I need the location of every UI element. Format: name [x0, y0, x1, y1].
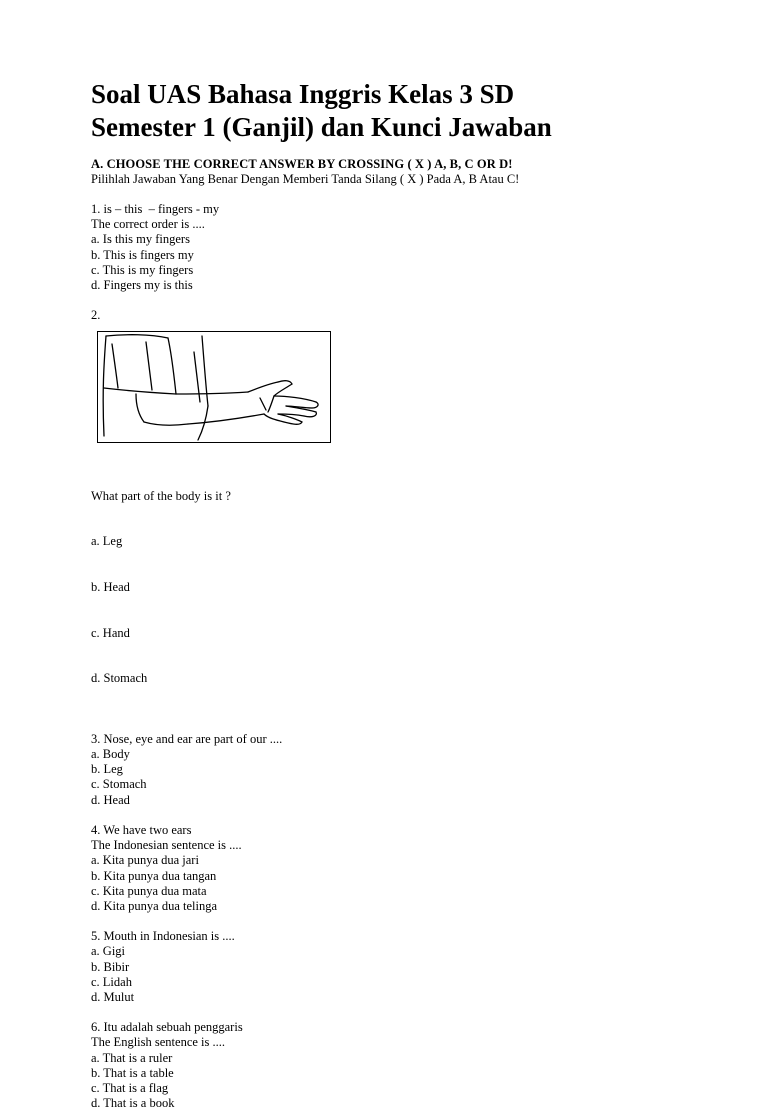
- answer-option: a. That is a ruler: [91, 1050, 173, 1065]
- question-stem: 4. We have two ears: [91, 822, 192, 837]
- answer-option: d. Kita punya dua telinga: [91, 898, 218, 913]
- answer-option: a. Leg: [91, 534, 123, 549]
- question-prompt: The correct order is ....: [91, 217, 205, 232]
- answer-option: c. Kita punya dua mata: [91, 883, 207, 898]
- question-3: [91, 732, 731, 808]
- question-6: [91, 1020, 731, 1111]
- question-2: [91, 308, 731, 717]
- question-stem: 3. Nose, eye and ear are part of our ....: [91, 731, 283, 746]
- answer-option: b. This is fingers my: [91, 247, 194, 262]
- answer-option: a. Kita punya dua jari: [91, 853, 199, 868]
- section-subheading: Pilihlah Jawaban Yang Benar Dengan Memberi Tanda Silang ( X ) Pada A, B Atau C!: [91, 172, 520, 186]
- answer-option: c. That is a flag: [91, 1080, 169, 1095]
- answer-option: a. Body: [91, 747, 130, 762]
- answer-option: b. Head: [91, 580, 130, 595]
- document-title: [91, 78, 731, 144]
- answer-option: d. Fingers my is this: [91, 278, 193, 293]
- question-stem: 5. Mouth in Indonesian is ....: [91, 929, 235, 944]
- question-stem: 1. is – this – fingers - my: [91, 202, 220, 216]
- question-5: [91, 929, 731, 1005]
- question-stem: 6. Itu adalah sebuah penggaris: [91, 1020, 243, 1035]
- answer-option: d. Head: [91, 792, 130, 807]
- answer-option: d. Stomach: [91, 671, 148, 686]
- answer-option: b. Kita punya dua tangan: [91, 868, 217, 883]
- title-line-2: Semester 1 (Ganjil) dan Kunci Jawaban: [91, 112, 552, 142]
- answer-option: d. Mulut: [91, 989, 135, 1004]
- answer-option: c. This is my fingers: [91, 262, 194, 277]
- answer-option: d. That is a book: [91, 1096, 175, 1111]
- question-prompt: What part of the body is it ?: [91, 488, 231, 503]
- answer-option: c. Hand: [91, 625, 130, 640]
- answer-option: c. Lidah: [91, 974, 132, 989]
- question-4: [91, 823, 731, 914]
- answer-option: a. Gigi: [91, 944, 126, 959]
- document-content: [91, 78, 731, 1111]
- answer-option: b. That is a table: [91, 1065, 174, 1080]
- arm-hand-illustration: [97, 331, 331, 443]
- answer-option: b. Bibir: [91, 959, 130, 974]
- question-prompt: The English sentence is ....: [91, 1035, 225, 1050]
- arm-hand-drawing: [98, 332, 330, 442]
- question-stem: 2.: [91, 308, 101, 323]
- question-1: [91, 202, 731, 293]
- title-line-1: Soal UAS Bahasa Inggris Kelas 3 SD: [91, 79, 515, 109]
- section-heading: A. CHOOSE THE CORRECT ANSWER BY CROSSING ( X ) A, B, C OR D!: [91, 157, 513, 171]
- question-prompt: The Indonesian sentence is ....: [91, 838, 242, 853]
- answer-option: c. Stomach: [91, 777, 147, 792]
- answer-option: b. Leg: [91, 762, 123, 777]
- answer-option: a. Is this my fingers: [91, 232, 190, 247]
